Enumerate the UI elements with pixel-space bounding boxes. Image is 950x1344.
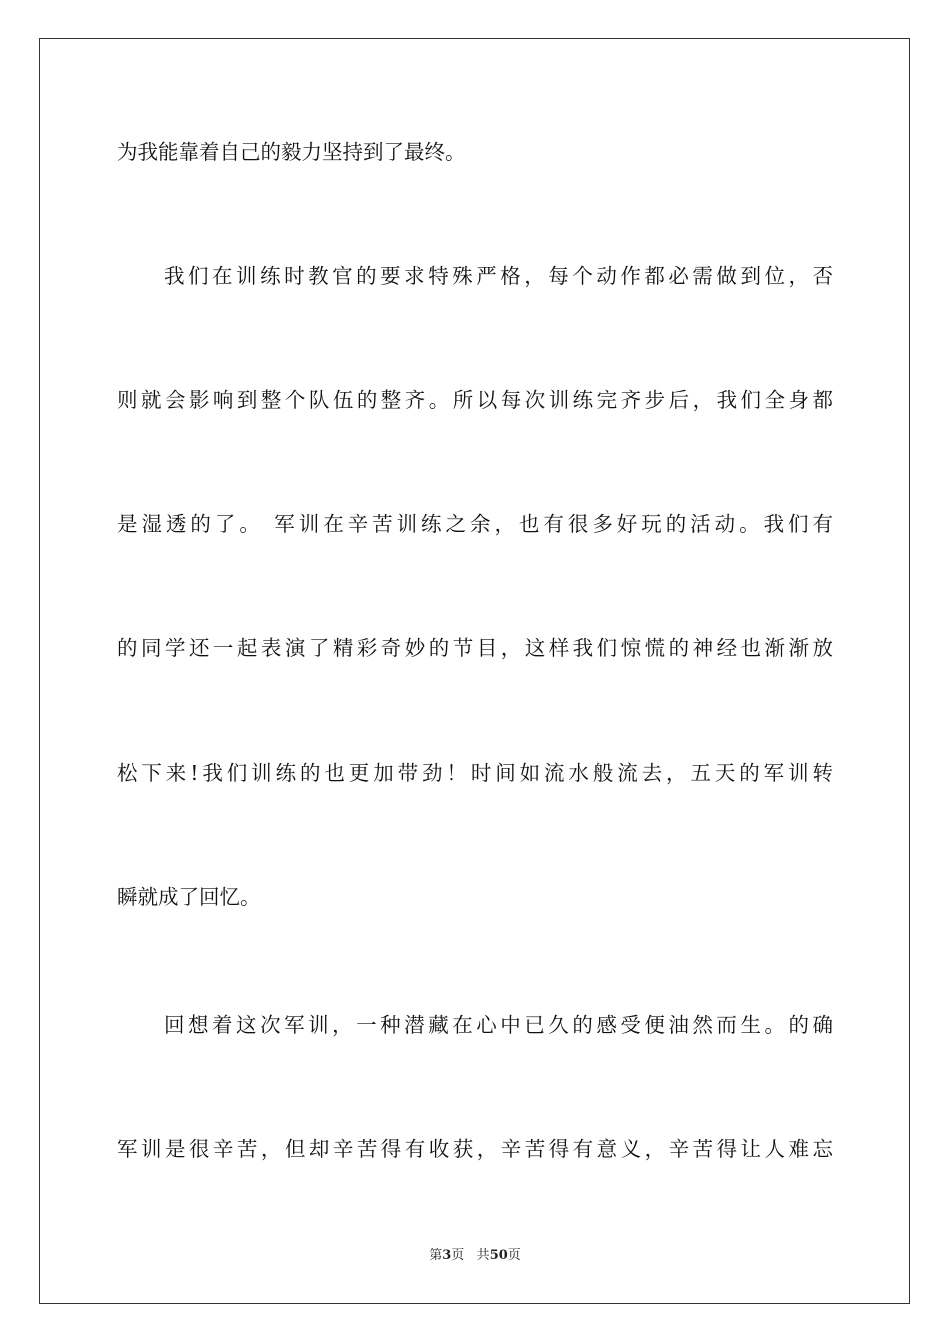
page-label: 第	[429, 1248, 443, 1263]
paragraph-line: 我们在训练时教官的要求特殊严格，每个动作都必需做到位，否	[164, 264, 833, 288]
total-label: 共	[476, 1248, 490, 1263]
paragraph-line: 的同学还一起表演了精彩奇妙的节目，这样我们惊慌的神经也渐渐放	[117, 636, 833, 660]
page-unit: 页	[451, 1248, 465, 1263]
total-pages: 50	[489, 1248, 508, 1263]
paragraph-line: 则就会影响到整个队伍的整齐。所以每次训练完齐步后，我们全身都	[117, 388, 833, 412]
page-number: 3	[442, 1248, 452, 1263]
paragraph-line: 是湿透的了。 军训在辛苦训练之余，也有很多好玩的活动。我们有	[117, 512, 833, 536]
page-frame	[39, 38, 910, 1304]
paragraph-line: 为我能靠着自己的毅力坚持到了最终。	[117, 140, 466, 164]
paragraph-line: 瞬就成了回忆。	[117, 885, 261, 909]
paragraph-line: 回想着这次军训，一种潜藏在心中已久的感受便油然而生。的确	[164, 1013, 833, 1037]
paragraph-line: 松下来!我们训练的也更加带劲！时间如流水般流去，五天的军训转	[117, 761, 833, 785]
total-unit: 页	[507, 1248, 521, 1263]
page-footer	[0, 1247, 950, 1265]
paragraph-line: 军训是很辛苦，但却辛苦得有收获，辛苦得有意义，辛苦得让人难忘	[117, 1137, 833, 1161]
